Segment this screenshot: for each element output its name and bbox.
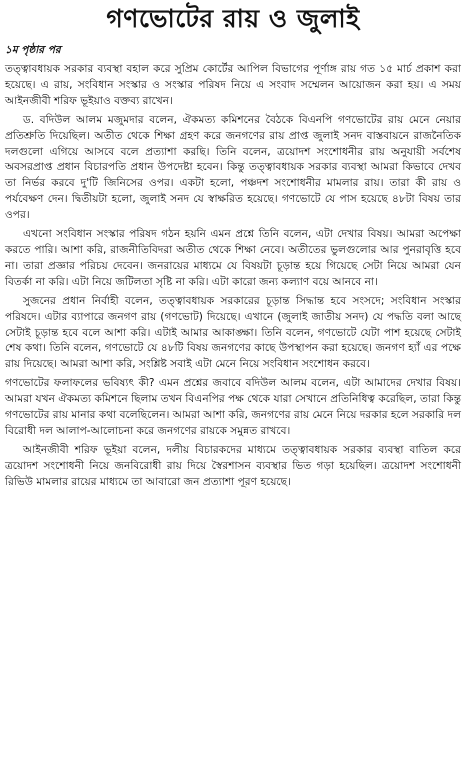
article-paragraph-2: ড. বদিউল আলম মজুমদার বলেন, ঐকমত্য কমিশনের বৈঠকে বিএনপি গণভোটের রায় মেনে নেয়ার প্রতিশ্রুতি দিয়েছিল। অতীত থেকে শিক্ষা গ্রহণ করে জনগণের রায় প্রাপ্ত জুলাই সনদ বাস্তবায়নে রাজনৈতিক দলগুলো এগিয়ে আসবে বলে প্রত্যাশা করছি। তিনি বলেন, ত্রয়োদশ সংশোধনীর রায় অনুযায়ী সর্বশেষ অবসরপ্রাপ্ত প্রধান বিচারপতি প্রধান উপদেষ্টা হবেন। কিন্তু তত্ত্বাবধায়ক সরকার ব্যবস্থা আমরা কিভাবে দেখব তা নির্ভর করবে দু'টি জিনিসের ওপর। একটা হলো, পঞ্চদশ সংশোধনীর মামলার রায়। তারা কী রায় ও পর্যবেক্ষণ দেন। দ্বিতীয়টা হলো, জুলাই সনদ যে স্বাক্ষরিত হয়েছে। গণভোটে যে পাস হয়েছে ৪৮টা বিষয় তার ওপর। <box>5 113 461 222</box>
article-paragraph-3: এখনো সংবিধান সংস্কার পরিষদ গঠন হয়নি এমন প্রশ্নে তিনি বলেন, এটা দেখার বিষয়। আমরা অপেক্ষা করতে পারি। আশা করি, রাজনীতিবিদরা অতীত থেকে শিক্ষা নেবে। অতীতের ভুলগুলোর আর পুনরাবৃত্তি হবে না। তারা প্রজ্ঞার পরিচয় দেবেন। জনরায়ের মাধ্যমে যে বিষয়টা চূড়ান্ত হয়ে গিয়েছে সেটা নিয়ে আমরা যেন বিতর্কা না করি। এটা নিয়ে জটিলতা সৃষ্টি না করি। এটা কারো জন্য কল্যাণ বয়ে আনবে না। <box>5 228 461 288</box>
article-headline: গণভোটের রায় ও জুলাই <box>106 3 360 33</box>
continued-from-label: ১ম পৃষ্ঠার পর <box>5 44 61 56</box>
article-paragraph-1: তত্ত্বাবধায়ক সরকার ব্যবস্থা বহাল করে সুপ্রিম কোর্টের আপিল বিভাগের পূর্ণাঙ্গ রায় গত ১৫ মার্চ প্রকাশ করা হয়েছে। এ রায়, সংবিধান সংস্কার ও সংস্কার পরিষদ নিয়ে এ সংবাদ সম্মেলন আয়োজন করা হয়। এ সময় আইনজীবী শরিফ ভূইয়াও বক্তব্য রাখেন। <box>5 63 461 107</box>
article-paragraph-6: আইনজীবী শরিফ ভূইয়া বলেন, দলীয় বিচারকদের মাধ্যমে তত্ত্বাবধায়ক সরকার ব্যবস্থা বাতিল করে ত্রয়োদশ সংশোধনী নিয়ে জনবিরোধী রায় দিয়ে স্বৈরশাসন ব্যবস্থার ভিত গড়া হয়েছিল। ত্রয়োদশ সংশোধনী রিভিউ মামলার রায়ের মাধ্যমে তা আবারো জন প্রত্যাশা পূরণ হয়েছে। <box>5 443 461 488</box>
headline-band <box>5 0 461 40</box>
article-paragraph-4: সুজনের প্রধান নির্বাহী বলেন, তত্ত্বাবধায়ক সরকারের চূড়ান্ত সিদ্ধান্ত হবে সংসদে; সংবিধান সংস্কার পরিষদে। এটার ব্যাপারে জনগণ রায় (গণভোট) দিয়েছে। এখানে (জুলাই জাতীয় সনদ) যে পদ্ধতি বলা আছে সেটাই চূড়ান্ত হবে বলে আশা করি। এটাই আমার আকাঙ্ক্ষা। তিনি বলেন, গণভোটে যেটা পাশ হয়েছে সেটাই শেষ কথা। তিনি বলেন, গণভোটে যে ৪৮টি বিষয় জনগণের কাছে উপস্থাপন করা হয়েছে। জনগণ হ্যাঁ এর পক্ষে রায় দিয়েছে। আমরা আশা করি, সংশ্লিষ্ট সবাই এটা মেনে নিয়ে সংবিধান সংশোধন করবে। <box>5 294 461 371</box>
article-paragraph-5: গণভোটের ফলাফলের ভবিষ্যৎ কী? এমন প্রশ্নের জবাবে বদিউল আলম বলেন, এটা আমাদের দেখার বিষয়। আমরা যখন ঐকমত্য কমিশনে ছিলাম তখন বিএনপির পক্ষ থেকে যারা সেখানে প্রতিনিধিত্ব করেছিল, তারা কিন্তু গণভোটের রায় মানার কথা বলেছিলেন। আমরা আশা করি, জনগণের রায় মেনে নিয়ে দরকার হলে সরকারি দল বিরোধী দল আলাপ-আলোচনা করে জনগণের রায়কে সমুন্নত রাখবে। <box>5 377 461 437</box>
